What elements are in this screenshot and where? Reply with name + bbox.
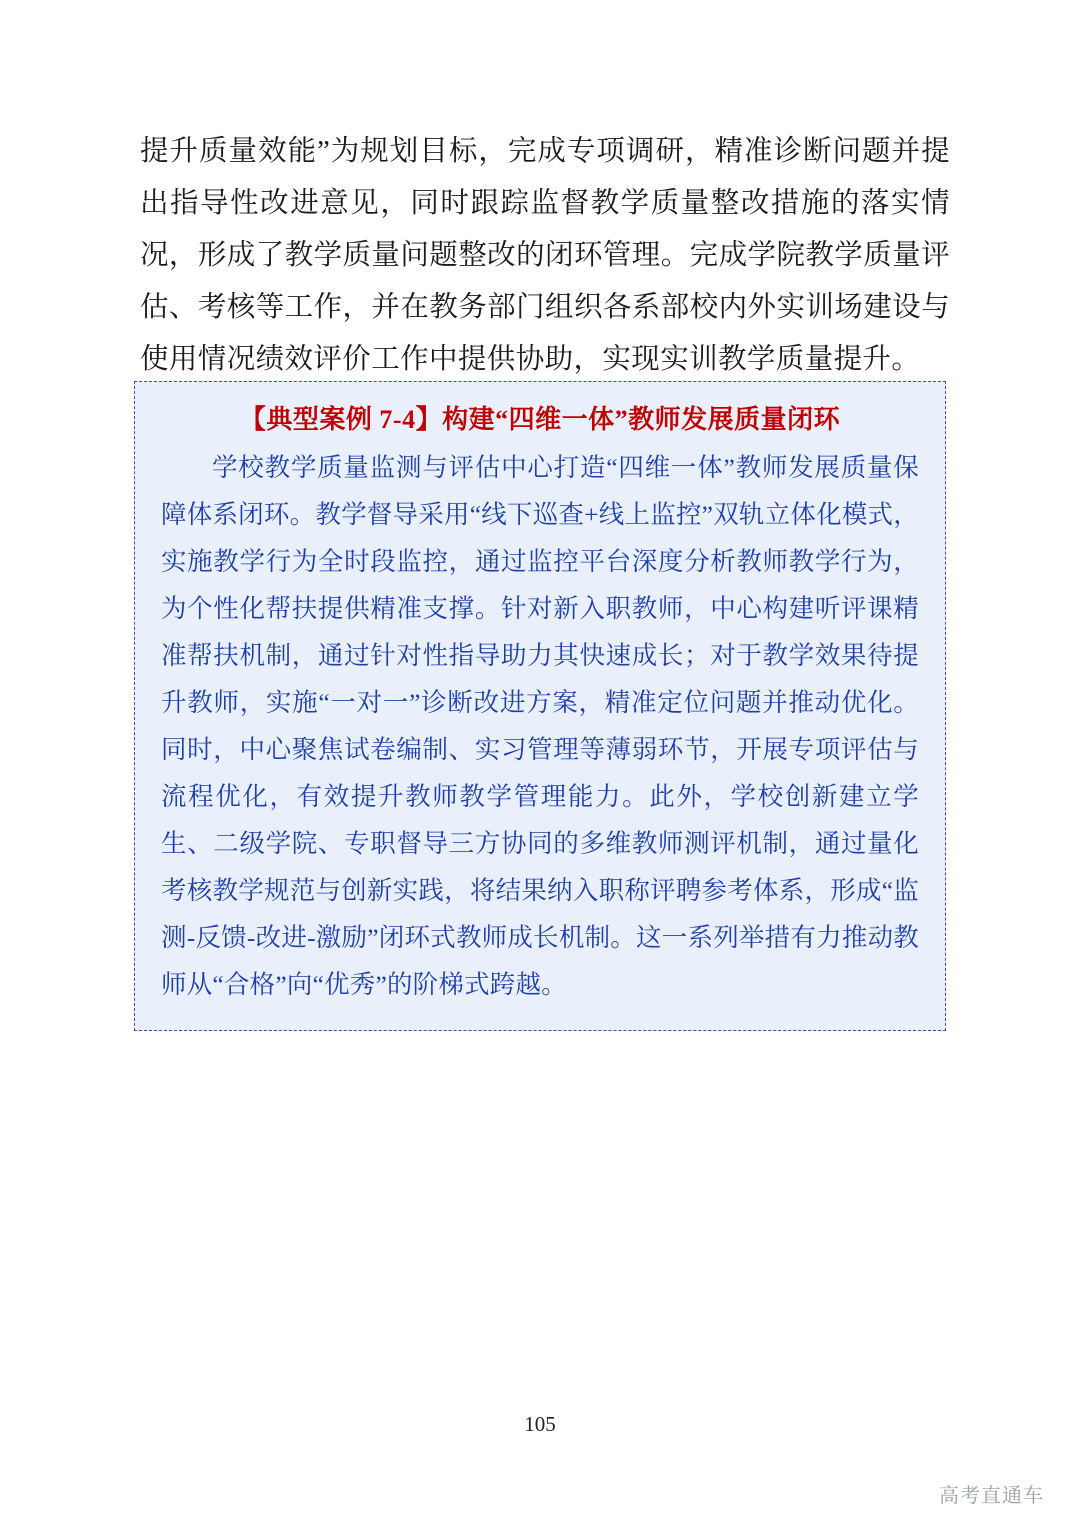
case-study-paragraph: 学校教学质量监测与评估中心打造“四维一体”教师发展质量保障体系闭环。教学督导采用“线下巡查+线上监控”双轨立体化模式，实施教学行为全时段监控，通过监控平台深度分析教师教学行为，为个性化帮扶提供精准支撑。针对新入职教师，中心构建听评课精准帮扶机制，通过针对性指导助力其快速成长；对于教学效果待提升教师，实施“一对一”诊断改进方案，精准定位问题并推动优化。同时，中心聚焦试卷编制、实习管理等薄弱环节，开展专项评估与流程优化，有效提升教师教学管理能力。此外，学校创新建立学生、二级学院、专职督导三方协同的多维教师测评机制，通过量化考核教学规范与创新实践，将结果纳入职称评聘参考体系，形成“监测-反馈-改进-激励”闭环式教师成长机制。这一系列举措有力推动教师从“合格”向“优秀”的阶梯式跨越。 — [161, 453, 919, 999]
case-study-title: 【典型案例 7-4】构建“四维一体”教师发展质量闭环 — [239, 405, 841, 434]
case-study-box — [134, 381, 946, 1031]
page-number: 105 — [524, 1412, 556, 1436]
body-paragraph-block — [140, 126, 950, 386]
body-paragraph: 提升质量效能”为规划目标，完成专项调研，精准诊断问题并提出指导性改进意见，同时跟踪监督教学质量整改措施的落实情况，形成了教学质量问题整改的闭环管理。完成学院教学质量评估、考核等工作，并在教务部门组织各系部校内外实训场建设与使用情况绩效评价工作中提供协助，实现实训教学质量提升。 — [140, 136, 950, 375]
case-study-body — [161, 444, 919, 1008]
watermark-label: 高考直通车 — [939, 1485, 1044, 1507]
